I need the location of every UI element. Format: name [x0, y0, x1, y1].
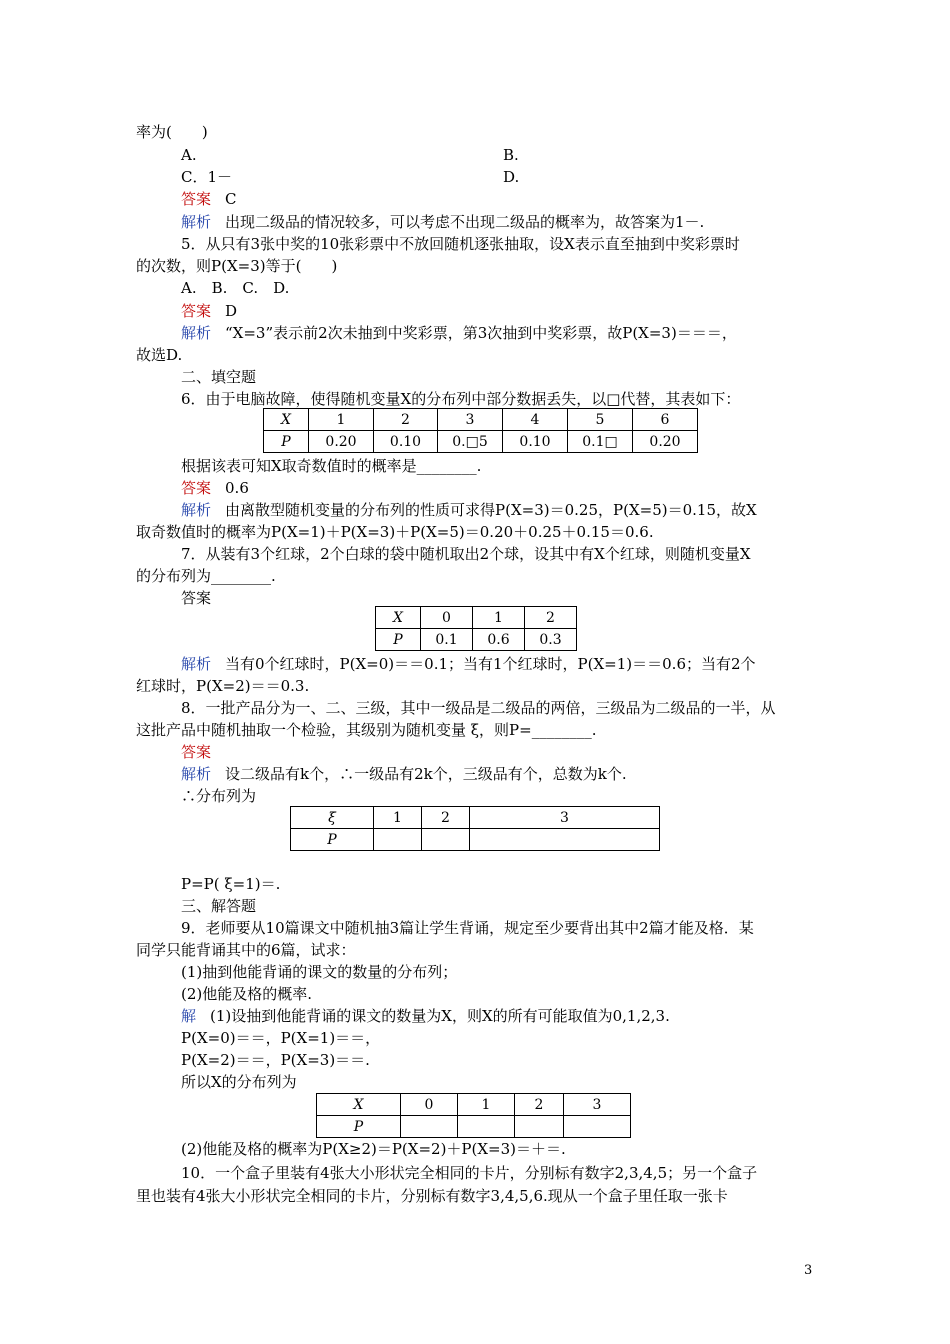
q7-stem-2: 的分布列为________.: [136, 567, 276, 585]
q5-analysis: 解析 “X=3”表示前2次未抽到中奖彩票，第3次抽到中奖彩票，故P(X=3)＝＝＝，: [181, 324, 737, 342]
table-cell: 0.6: [473, 629, 525, 651]
answer-tag: 答案: [181, 302, 212, 320]
table-cell: 0.10: [503, 431, 568, 453]
q10-stem-2: 里也装有4张大小形状完全相同的卡片，分别标有数字3,4,5,6.现从一个盒子里任取一张卡: [136, 1187, 728, 1205]
q6-stem: 6．由于电脑故障，使得随机变量X的分布列中部分数据丢失，以□代替，其表如下：: [181, 390, 741, 408]
table-cell: 0.20: [633, 431, 698, 453]
q8-answer-tag: 答案: [181, 743, 212, 761]
q9-part-2-answer: (2)他能及格的概率为P(X≥2)＝P(X=2)＋P(X=3)＝＋＝.: [181, 1140, 566, 1158]
page-number: 3: [804, 1263, 813, 1278]
table-cell: 0.1□: [568, 431, 633, 453]
table-cell: [401, 1116, 458, 1138]
q4-option-c: C．1－: [181, 168, 233, 186]
table-cell: 1: [473, 607, 525, 629]
q4-option-d: D.: [503, 168, 520, 186]
table-cell: 6: [633, 409, 698, 431]
table-cell: P: [264, 431, 309, 453]
q9-solution: 解 (1)设抽到他能背诵的课文的数量为X，则X的所有可能取值为0,1,2,3.: [181, 1007, 670, 1025]
table-cell: 3: [564, 1094, 631, 1116]
q5-answer: 答案 D: [181, 302, 238, 320]
table-cell: [564, 1116, 631, 1138]
table-cell: 3: [470, 807, 660, 829]
table-cell: 2: [515, 1094, 564, 1116]
table-cell: 5: [568, 409, 633, 431]
section-solutions: 三、解答题: [181, 897, 257, 915]
section-fill-in: 二、填空题: [181, 368, 257, 386]
table-cell: 1: [458, 1094, 515, 1116]
table-cell: P: [317, 1116, 401, 1138]
table-cell: 3: [438, 409, 503, 431]
analysis-tag: 解析: [181, 655, 212, 673]
analysis-tag: 解析: [181, 324, 212, 342]
table-cell: 4: [503, 409, 568, 431]
q8-table: [290, 806, 660, 851]
q9-stem-2: 同学只能背诵其中的6篇，试求：: [136, 941, 356, 959]
table-cell: 1: [374, 807, 422, 829]
q4-analysis: 解析 出现二级品的情况较多，可以考虑不出现二级品的概率为，故答案为1－.: [181, 213, 705, 231]
analysis-tag: 解析: [181, 765, 212, 783]
q9-part-2: (2)他能及格的概率.: [181, 985, 313, 1003]
q8-stem-2: 这批产品中随机抽取一个检验，其级别为随机变量 ξ，则P=________.: [136, 721, 597, 739]
analysis-tag: 解析: [181, 213, 212, 231]
table-cell: 1: [309, 409, 374, 431]
q9-table: [316, 1093, 631, 1138]
table-cell: ξ: [291, 807, 374, 829]
q4-option-a: A.: [181, 146, 197, 164]
solution-tag: 解: [181, 1007, 197, 1025]
q9-prob-line-1: P(X=0)＝＝，P(X=1)＝＝，: [181, 1029, 381, 1047]
table-cell: [374, 829, 422, 851]
table-cell: 2: [525, 607, 577, 629]
q9-part-1: (1)抽到他能背诵的课文的数量的分布列；: [181, 963, 458, 981]
table-cell: 0.10: [374, 431, 438, 453]
q10-stem-1: 10．一个盒子里装有4张大小形状完全相同的卡片，分别标有数字2,3,4,5；另一个盒子: [181, 1164, 758, 1182]
q5-stem-2: 的次数，则P(X=3)等于( ): [136, 257, 338, 275]
q7-analysis: 解析 当有0个红球时，P(X=0)＝＝0.1；当有1个红球时，P(X=1)＝＝0.6；当有2个: [181, 655, 756, 673]
q5-stem-1: 5．从只有3张中奖的10张彩票中不放回随机逐张抽取，设X表示直至抽到中奖彩票时: [181, 235, 740, 253]
q8-stem-1: 8．一批产品分为一、二、三级，其中一级品是二级品的两倍，三级品为二级品的一半，从: [181, 699, 776, 717]
q4-answer: 答案 C: [181, 190, 237, 208]
table-cell: 2: [422, 807, 470, 829]
q5-options: A. B. C. D.: [181, 279, 290, 297]
table-cell: [422, 829, 470, 851]
table-cell: 2: [374, 409, 438, 431]
table-cell: [458, 1116, 515, 1138]
q5-analysis-end: 故选D.: [136, 346, 183, 364]
q9-stem-1: 9．老师要从10篇课文中随机抽3篇让学生背诵，规定至少要背出其中2篇才能及格．某: [181, 919, 754, 937]
q8-analysis: 解析 设二级品有k个，∴一级品有2k个，三级品有个，总数为k个.: [181, 765, 627, 783]
answer-tag: 答案: [181, 479, 212, 497]
analysis-tag: 解析: [181, 501, 212, 519]
q6-table: [263, 408, 698, 453]
table-cell: 0.20: [309, 431, 374, 453]
table-cell: 0: [401, 1094, 458, 1116]
q4-stem-end: 率为( ): [136, 123, 208, 141]
table-cell: X: [376, 607, 421, 629]
table-cell: X: [317, 1094, 401, 1116]
answer-tag: 答案: [181, 190, 212, 208]
table-cell: P: [291, 829, 374, 851]
q7-answer-tag: 答案: [181, 589, 212, 607]
table-cell: 0: [421, 607, 473, 629]
q6-analysis: 解析 由离散型随机变量的分布列的性质可求得P(X=3)＝0.25，P(X=5)＝0.15，故X: [181, 501, 757, 519]
table-cell: 0.3: [525, 629, 577, 651]
table-cell: X: [264, 409, 309, 431]
q6-answer: 答案 0.6: [181, 479, 249, 497]
q9-distribution-intro: 所以X的分布列为: [181, 1073, 297, 1091]
table-cell: P: [376, 629, 421, 651]
q8-result: P=P( ξ=1)＝.: [181, 875, 281, 893]
table-cell: [470, 829, 660, 851]
q7-stem-1: 7．从装有3个红球，2个白球的袋中随机取出2个球，设其中有X个红球，则随机变量X: [181, 545, 751, 563]
q7-table: [375, 606, 577, 651]
q9-prob-line-2: P(X=2)＝＝，P(X=3)＝＝.: [181, 1051, 370, 1069]
table-cell: 0.□5: [438, 431, 503, 453]
table-cell: 0.1: [421, 629, 473, 651]
table-cell: [515, 1116, 564, 1138]
q4-option-b: B.: [503, 146, 519, 164]
q6-analysis-end: 取奇数值时的概率为P(X=1)＋P(X=3)＋P(X=5)＝0.20＋0.25＋0.15＝0.6.: [136, 523, 654, 541]
q8-distribution-intro: ∴分布列为: [181, 787, 257, 805]
q6-question: 根据该表可知X取奇数值时的概率是________.: [181, 457, 482, 475]
q7-analysis-end: 红球时，P(X=2)＝＝0.3.: [136, 677, 310, 695]
